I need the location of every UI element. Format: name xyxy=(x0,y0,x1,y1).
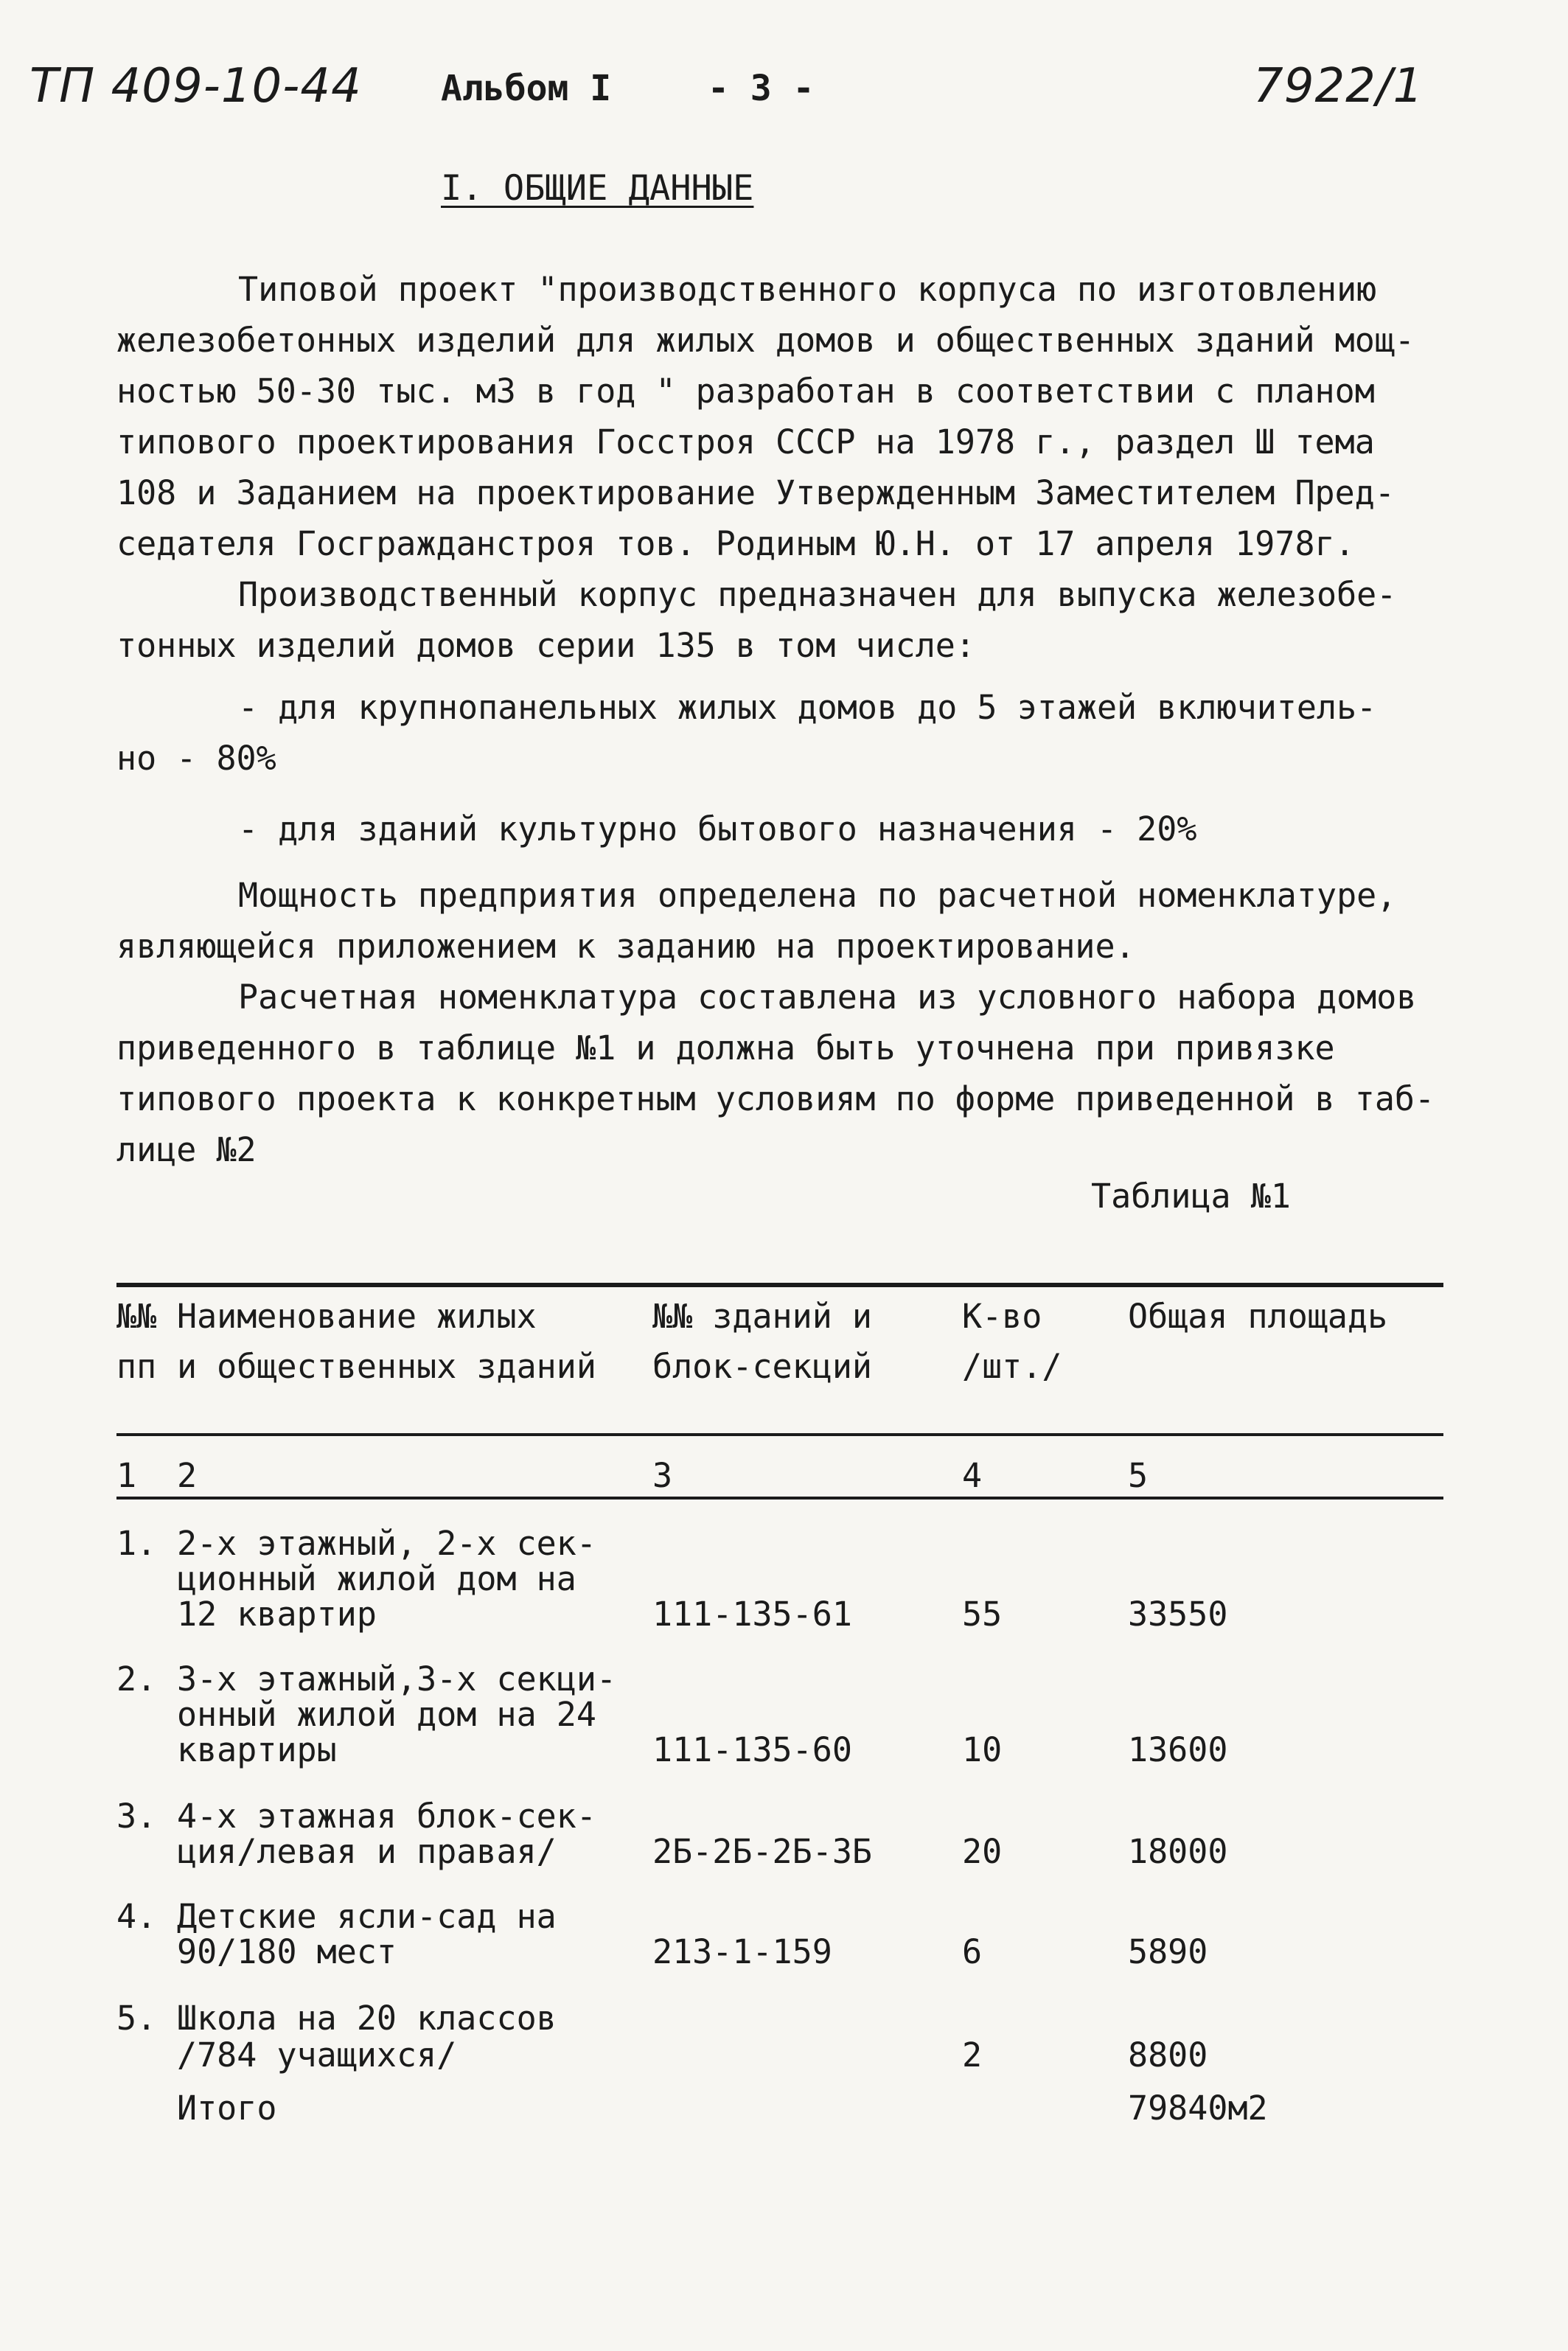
header-col-name-2: и общественных зданий xyxy=(177,1347,596,1386)
header-col-qty-2: /шт./ xyxy=(962,1347,1062,1386)
page-number: - 3 - xyxy=(708,68,815,109)
header-col-qty-1: К-во xyxy=(962,1297,1042,1336)
text-line: 108 и Заданием на проектирование Утвержденным Заместителем Пред- xyxy=(116,473,1395,512)
row-area: 18000 xyxy=(1128,1832,1228,1871)
row-number: 3. xyxy=(116,1797,157,1836)
text-line: - для крупнопанельных жилых домов до 5 этажей включитель- xyxy=(238,688,1377,727)
row-name-line: 90/180 мест xyxy=(177,1932,397,1971)
col-number-2: 2 xyxy=(177,1456,198,1495)
header-col-code-2: блок-секций xyxy=(652,1347,873,1386)
row-qty: 10 xyxy=(962,1730,1003,1769)
table-top-rule xyxy=(116,1283,1443,1287)
table-numbers-rule xyxy=(116,1497,1443,1500)
text-line: но - 80% xyxy=(116,739,276,778)
text-line: лице №2 xyxy=(116,1130,257,1169)
row-number: 2. xyxy=(116,1659,157,1699)
total-value: 79840м2 xyxy=(1128,2089,1268,2128)
text-line: являющейся приложением к заданию на проектирование. xyxy=(116,927,1135,966)
text-line: типового проекта к конкретным условиям по форме приведенной в таб- xyxy=(116,1079,1435,1118)
row-code: 111-135-60 xyxy=(652,1730,852,1769)
header-col-area-1: Общая площадь xyxy=(1128,1297,1388,1336)
text-line: - для зданий культурно бытового назначения - 20% xyxy=(238,809,1197,849)
row-code: 111-135-61 xyxy=(652,1595,852,1634)
row-name-line: квартиры xyxy=(177,1730,337,1769)
row-area: 33550 xyxy=(1128,1595,1228,1634)
row-name-line: 2-х этажный, 2-х сек- xyxy=(177,1524,596,1563)
text-line: железобетонных изделий для жилых домов и общественных зданий мощ- xyxy=(116,321,1415,360)
list-item-cultural xyxy=(116,804,1473,854)
row-qty: 55 xyxy=(962,1595,1003,1634)
row-qty: 2 xyxy=(962,2035,983,2075)
document-code: ТП 409-10-44 xyxy=(29,59,362,114)
row-code: 213-1-159 xyxy=(652,1932,832,1971)
text-line: приведенного в таблице №1 и должна быть уточнена при привязке xyxy=(116,1028,1335,1067)
row-name-line: Школа на 20 классов xyxy=(177,1999,557,2038)
row-name-line: 3-х этажный,3-х секци- xyxy=(177,1659,617,1699)
header-col-code-1: №№ зданий и xyxy=(652,1297,873,1336)
row-name-line: ционный жилой дом на xyxy=(177,1559,576,1598)
row-qty: 20 xyxy=(962,1832,1003,1871)
row-area: 5890 xyxy=(1128,1932,1208,1971)
text-line: Производственный корпус предназначен для выпуска железобе- xyxy=(238,575,1397,614)
paragraph-nomenclature xyxy=(116,972,1473,1175)
row-name-line: 4-х этажная блок-сек- xyxy=(177,1797,596,1836)
row-number: 1. xyxy=(116,1524,157,1563)
text-line: седателя Госгражданстроя тов. Родиным Ю.Н. от 17 апреля 1978г. xyxy=(116,524,1355,563)
row-number: 4. xyxy=(116,1897,157,1936)
row-code: 2Б-2Б-2Б-3Б xyxy=(652,1832,873,1871)
header-col-name-1: Наименование жилых xyxy=(177,1297,537,1336)
paragraph-capacity xyxy=(116,870,1473,972)
text-line: типового проектирования Госстроя СССР на 1978 г., раздел Ш тема xyxy=(116,422,1375,462)
row-area: 8800 xyxy=(1128,2035,1208,2075)
section-title: I. ОБЩИЕ ДАННЫЕ xyxy=(441,168,754,209)
col-number-3: 3 xyxy=(652,1456,673,1495)
row-name-line: ция/левая и правая/ xyxy=(177,1832,557,1871)
col-number-4: 4 xyxy=(962,1456,983,1495)
list-item-residential xyxy=(116,682,1473,784)
album-label: Альбом I xyxy=(441,68,612,109)
table-caption: Таблица №1 xyxy=(1091,1177,1291,1216)
text-line: Мощность предприятия определена по расчетной номенклатуре, xyxy=(238,876,1397,915)
row-name-line: Детские ясли-сад на xyxy=(177,1897,557,1936)
paragraph-intro xyxy=(116,264,1473,569)
row-area: 13600 xyxy=(1128,1730,1228,1769)
stamp-number: 7922/1 xyxy=(1253,59,1424,114)
table-header-rule xyxy=(116,1433,1443,1436)
header-col-num-2: пп xyxy=(116,1347,157,1386)
row-qty: 6 xyxy=(962,1932,983,1971)
text-line: Типовой проект "производственного корпуса по изготовлению xyxy=(238,270,1377,309)
row-name-line: 12 квартир xyxy=(177,1595,377,1634)
paragraph-purpose xyxy=(116,569,1473,671)
col-number-1: 1 xyxy=(116,1456,137,1495)
text-line: тонных изделий домов серии 135 в том числе: xyxy=(116,626,975,665)
text-line: ностью 50-30 тыс. м3 в год " разработан в соответствии с планом xyxy=(116,372,1375,411)
text-line: Расчетная номенклатура составлена из условного набора домов xyxy=(238,978,1417,1017)
total-label: Итого xyxy=(177,2089,277,2128)
row-name-line: онный жилой дом на 24 xyxy=(177,1695,596,1734)
row-name-line: /784 учащихся/ xyxy=(177,2035,457,2075)
col-number-5: 5 xyxy=(1128,1456,1149,1495)
row-number: 5. xyxy=(116,1999,157,2038)
header-col-num-1: №№ xyxy=(116,1297,157,1336)
